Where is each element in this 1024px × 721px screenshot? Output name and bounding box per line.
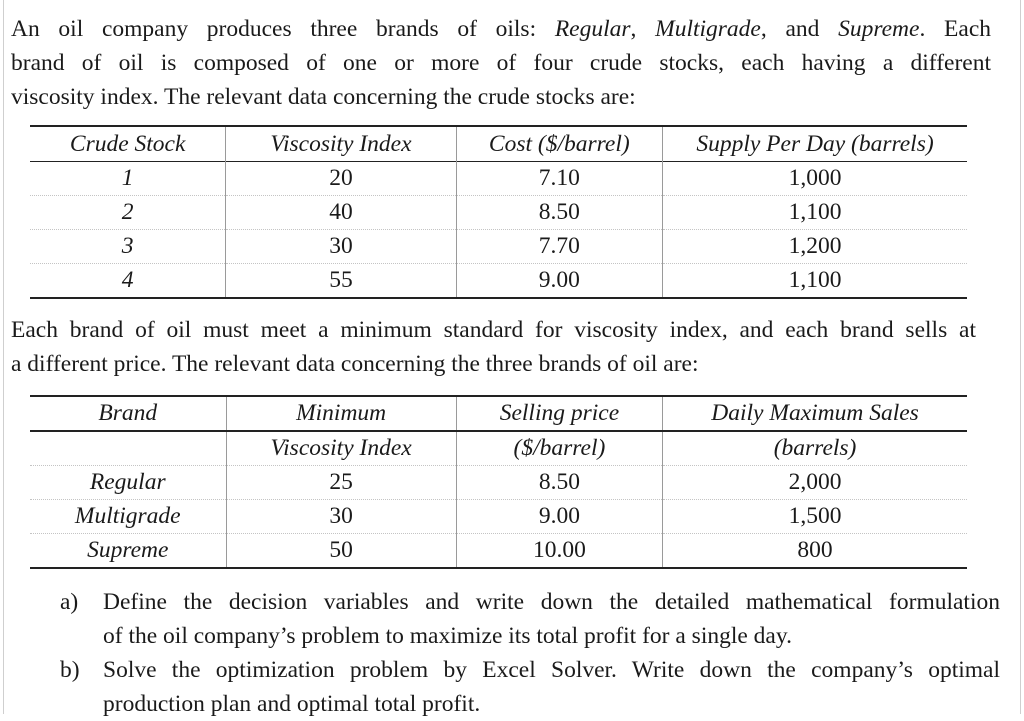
- intro-text-a: An oil company produces three brands of oils:: [11, 16, 555, 42]
- cell-cost: 9.00: [456, 264, 662, 299]
- intro-line-1: [11, 12, 991, 46]
- cell-min-viscosity: 25: [226, 466, 456, 500]
- cell-supply: 1,000: [663, 162, 967, 196]
- question-line: Solve the optimization problem by Excel Solver. Write down the company’s optimal: [103, 657, 1000, 683]
- brand-name-regular: Regular: [554, 16, 631, 42]
- header-brand-cont: [30, 431, 226, 466]
- cell-supply: 1,100: [663, 264, 967, 299]
- brand-table-header-row-2: [30, 431, 967, 466]
- header-crude-stock: Crude Stock: [69, 130, 186, 157]
- crude-table-header-row: [30, 126, 967, 162]
- question-marker: a): [60, 589, 79, 615]
- crude-stock-table: [30, 125, 967, 299]
- cell-viscosity: 30: [226, 230, 456, 264]
- intro-text-c: ,: [630, 16, 656, 42]
- intro-text-d: , and: [760, 16, 839, 42]
- question-b: [60, 653, 1000, 721]
- middle-paragraph: [11, 313, 976, 381]
- cell-selling-price: 10.00: [456, 534, 662, 569]
- cell-viscosity: 40: [226, 196, 456, 230]
- cell-brand: Regular: [89, 469, 166, 495]
- question-a: [60, 585, 1000, 653]
- intro-line-3: viscosity index. The relevant data concerning the crude stocks are:: [11, 84, 636, 110]
- cell-viscosity: 20: [226, 162, 456, 196]
- header-supply-per-day: Supply Per Day (barrels): [663, 126, 967, 162]
- cell-brand: Multigrade: [74, 503, 181, 529]
- intro-text-e: . Each: [919, 16, 991, 42]
- cell-max-sales: 1,500: [663, 500, 967, 534]
- header-sales-unit: (barrels): [663, 431, 967, 466]
- intro-line-2: brand of oil is composed of one or more of four crude stocks, each having a different: [11, 50, 991, 76]
- brand-table-header-row-1: [30, 396, 967, 431]
- table-row: [30, 230, 967, 264]
- brand-name-multigrade: Multigrade: [655, 16, 761, 42]
- question-marker: b): [60, 657, 80, 683]
- cell-selling-price: 8.50: [456, 466, 662, 500]
- cell-supply: 1,200: [663, 230, 967, 264]
- cell-brand: Supreme: [87, 537, 169, 563]
- cell-crude-stock: 2: [121, 199, 134, 225]
- cell-crude-stock: 1: [121, 165, 134, 191]
- cell-cost: 8.50: [456, 196, 662, 230]
- header-viscosity-index-cont: Viscosity Index: [226, 431, 456, 466]
- question-line: Define the decision variables and write down the detailed mathematical formulation: [103, 589, 1000, 615]
- table-row: [30, 162, 967, 196]
- cell-max-sales: 2,000: [663, 466, 967, 500]
- cell-crude-stock: 4: [121, 267, 134, 293]
- cell-selling-price: 9.00: [456, 500, 662, 534]
- cell-cost: 7.10: [456, 162, 662, 196]
- table-row: [30, 534, 967, 569]
- middle-line-2: a different price. The relevant data concerning the three brands of oil are:: [11, 351, 699, 377]
- table-row: [30, 264, 967, 299]
- question-line: production plan and optimal total profit.: [103, 691, 481, 717]
- table-row: [30, 500, 967, 534]
- header-daily-maximum-sales: Daily Maximum Sales: [663, 396, 967, 431]
- question-line: of the oil company’s problem to maximize its total profit for a single day.: [103, 623, 792, 649]
- middle-line-1: Each brand of oil must meet a minimum standard for viscosity index, and each brand sells at: [11, 317, 976, 343]
- cell-viscosity: 55: [226, 264, 456, 299]
- header-viscosity-index: Viscosity Index: [226, 126, 456, 162]
- header-selling-price: Selling price: [456, 396, 662, 431]
- cell-supply: 1,100: [663, 196, 967, 230]
- brand-name-supreme: Supreme: [838, 16, 920, 42]
- header-brand: Brand: [98, 400, 158, 426]
- cell-max-sales: 800: [663, 534, 967, 569]
- brand-table: [30, 395, 967, 569]
- cell-cost: 7.70: [456, 230, 662, 264]
- table-row: [30, 196, 967, 230]
- cell-min-viscosity: 50: [226, 534, 456, 569]
- table-row: [30, 466, 967, 500]
- header-minimum: Minimum: [226, 396, 456, 431]
- intro-paragraph: [11, 12, 991, 114]
- question-list: [60, 585, 1000, 721]
- cell-crude-stock: 3: [121, 233, 134, 259]
- header-cost: Cost ($/barrel): [456, 126, 662, 162]
- header-price-unit: ($/barrel): [456, 431, 662, 466]
- cell-min-viscosity: 30: [226, 500, 456, 534]
